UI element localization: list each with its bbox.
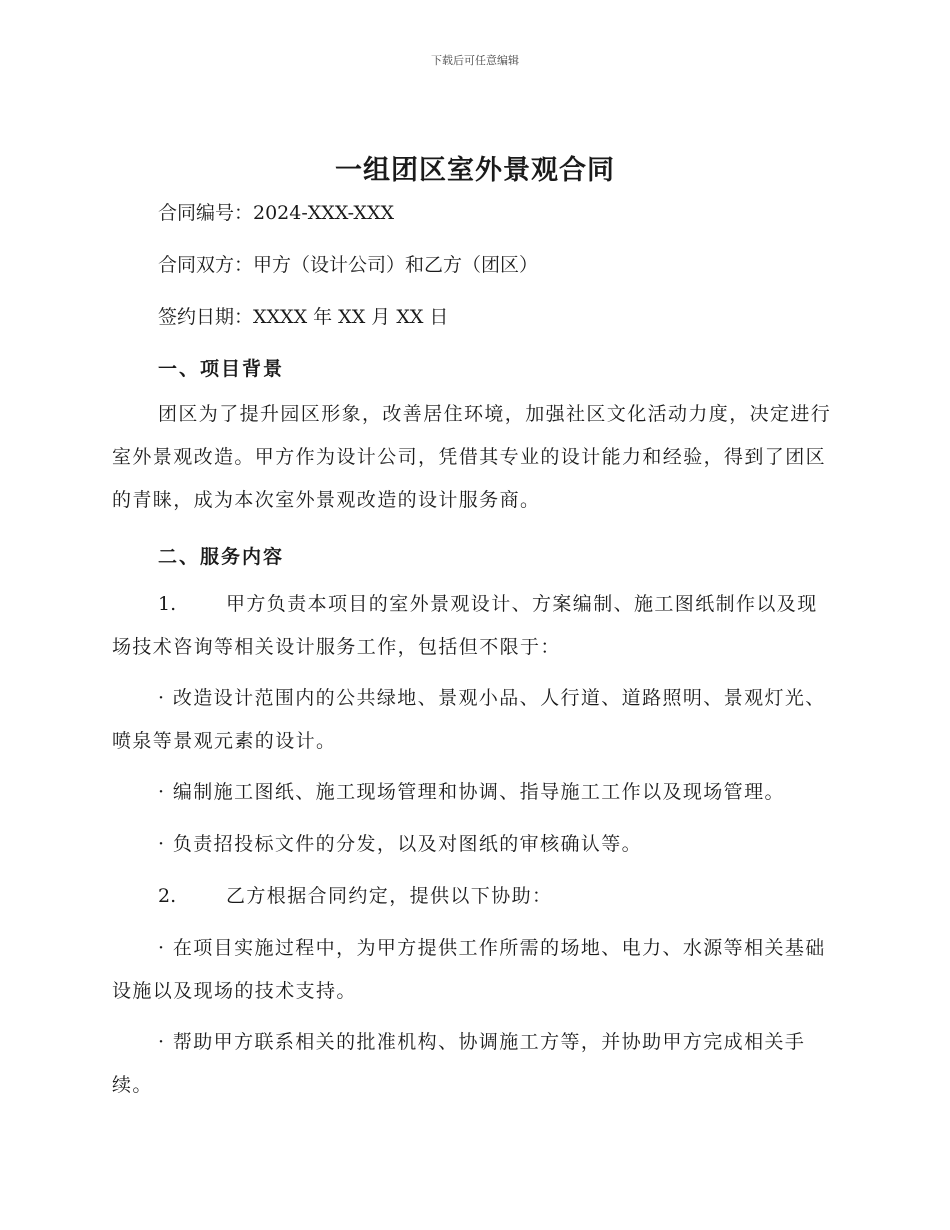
- page-header-note: 下载后可任意编辑: [431, 54, 519, 67]
- service-item-1-number: 1.: [158, 593, 177, 615]
- section-1-heading: 一、项目背景: [158, 358, 285, 380]
- contract-number: 合同编号：2024-XXX-XXX: [158, 202, 394, 224]
- bullet-text-1: · 改造设计范围内的公共绿地、景观小品、人行道、道路照明、景观灯光、喷泉等景观元素的设计。: [112, 687, 826, 752]
- bullet-item: [112, 927, 832, 1013]
- bullet-item: [112, 771, 832, 814]
- section-1-body-text: 团区为了提升园区形象，改善居住环境，加强社区文化活动力度，决定进行室外景观改造。甲方作为设计公司，凭借其专业的设计能力和经验，得到了团区的青睐，成为本次室外景观改造的设计服务商。: [112, 403, 832, 511]
- bullet-item: [112, 1021, 832, 1107]
- document-title: 一组团区室外景观合同: [335, 155, 615, 186]
- service-item-1: [112, 583, 832, 669]
- section-2-heading: 二、服务内容: [158, 546, 285, 568]
- bullet-item: [112, 677, 832, 763]
- bullet-text-5: · 帮助甲方联系相关的批准机构、协调施工方等，并协助甲方完成相关手续。: [112, 1031, 806, 1096]
- service-item-2: [112, 875, 832, 918]
- signing-date: 签约日期：XXXX 年 XX 月 XX 日: [158, 306, 449, 328]
- service-item-1-text: 甲方负责本项目的室外景观设计、方案编制、施工图纸制作以及现场技术咨询等相关设计服务工作，包括但不限于：: [112, 593, 818, 658]
- bullet-text-3: · 负责招投标文件的分发，以及对图纸的审核确认等。: [158, 833, 643, 855]
- service-item-2-number: 2.: [158, 885, 177, 907]
- bullet-text-4: · 在项目实施过程中，为甲方提供工作所需的场地、电力、水源等相关基础设施以及现场的技术支持。: [112, 937, 826, 1002]
- bullet-text-2: · 编制施工图纸、施工现场管理和协调、指导施工工作以及现场管理。: [158, 781, 785, 803]
- contract-parties: 合同双方：甲方（设计公司）和乙方（团区）: [158, 254, 539, 276]
- service-item-2-text: 乙方根据合同约定，提供以下协助：: [226, 885, 553, 907]
- section-1-body: [112, 393, 832, 522]
- bullet-item: [112, 823, 832, 866]
